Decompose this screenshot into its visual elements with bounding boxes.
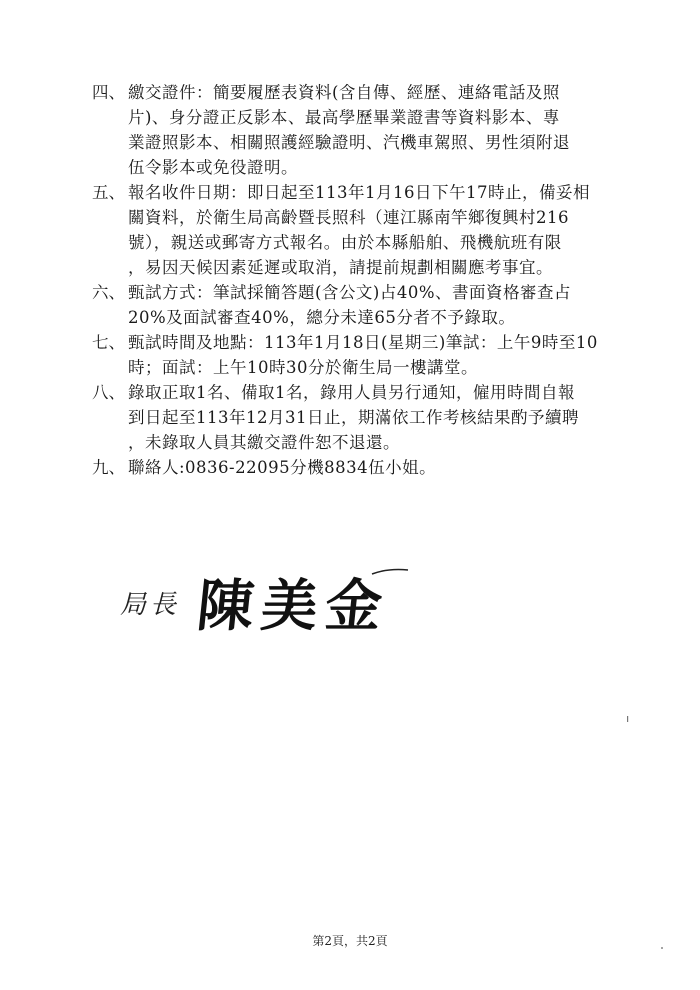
scan-speck-icon [626,716,630,722]
notice-item-5 [92,180,652,280]
item-body [128,455,652,480]
notice-items [92,80,652,480]
item-number: 四、 [92,83,125,102]
item-line: 片)、身分證正反影本、最高學歷畢業證書等資料影本、專 [128,108,560,127]
item-number: 九、 [92,458,125,477]
item-number: 六、 [92,283,125,302]
item-line: 伍令影本或免役證明。 [128,158,298,177]
item-line: 業證照影本、相關照護經驗證明、汽機車駕照、男性須附退 [128,133,570,152]
item-line: ，未錄取人員其繳交證件恕不退還。 [128,433,400,452]
signature-title: 局長 [120,590,181,620]
item-line: 報名收件日期：即日起至113年1月16日下午17時止，備妥相 [128,183,590,202]
item-line: 號），親送或郵寄方式報名。由於本縣船舶、飛機航班有限 [128,233,562,252]
item-line: 到日起至113年12月31日止，期滿依工作考核結果酌予續聘 [128,408,579,427]
signature-stroke-icon [370,566,410,578]
item-body [128,380,652,455]
item-body [128,80,652,180]
item-line: 關資料，於衛生局高齡暨長照科（連江縣南竿鄉復興村216 [128,208,569,227]
item-line: 20%及面試審查40%，總分未達65分者不予錄取。 [128,308,516,327]
notice-item-9 [92,455,652,480]
signature-name: 陳美金 [194,573,394,639]
item-line: 時；面試：上午10時30分於衛生局一樓講堂。 [128,358,478,377]
item-body [128,330,652,380]
item-body [128,280,652,330]
item-number: 七、 [92,333,125,352]
item-body [128,180,652,280]
scan-speck-icon [660,946,664,950]
page-footer: 第2頁，共2頁 [312,934,388,948]
notice-item-8 [92,380,652,455]
notice-item-7 [92,330,652,380]
item-line: 甄試方式：筆試採簡答題(含公文)占40%、書面資格審查占 [128,283,572,302]
item-number: 八、 [92,383,125,402]
notice-item-6 [92,280,652,330]
item-line: 甄試時間及地點：113年1月18日(星期三)筆試：上午9時至10 [128,333,598,352]
item-line: ，易因天候因素延遲或取消，請提前規劃相關應考事宜。 [128,258,553,277]
item-line: 繳交證件：簡要履歷表資料(含自傳、經歷、連絡電話及照 [128,83,560,102]
director-signature [120,562,420,642]
item-line: 聯絡人:0836-22095分機8834伍小姐。 [128,458,437,477]
item-line: 錄取正取1名、備取1名，錄用人員另行通知，僱用時間自報 [128,383,575,402]
notice-item-4 [92,80,652,180]
item-number: 五、 [92,183,125,202]
